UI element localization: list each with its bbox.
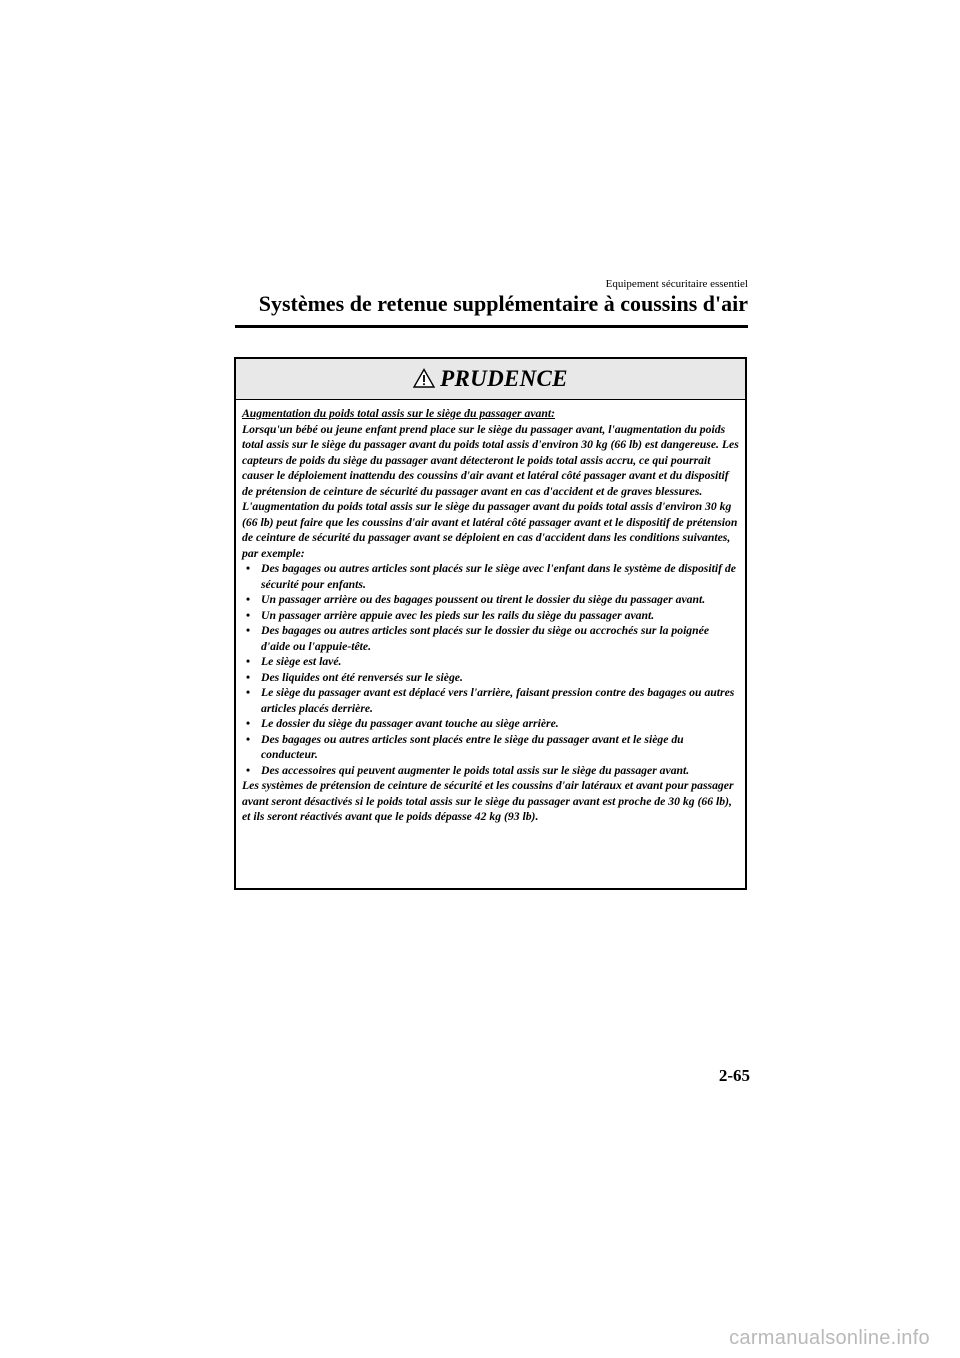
caution-header bbox=[236, 359, 745, 400]
list-item: • Des bagages ou autres articles sont placés entre le siège du passager avant et le siège du conducteur. bbox=[242, 732, 741, 763]
list-item: • Des liquides ont été renversés sur le siège. bbox=[242, 670, 741, 686]
list-item: • Le siège est lavé. bbox=[242, 654, 741, 670]
page-title: Systèmes de retenue supplémentaire à coussins d'air bbox=[258, 291, 748, 316]
list-item: • Le dossier du siège du passager avant touche au siège arrière. bbox=[242, 716, 741, 732]
header-divider bbox=[235, 325, 748, 328]
page-number: 2-65 bbox=[718, 1066, 750, 1085]
caution-subtitle: Augmentation du poids total assis sur le siège du passager avant: bbox=[242, 407, 556, 420]
list-item: • Des accessoires qui peuvent augmenter le poids total assis sur le siège du passager avant. bbox=[242, 763, 741, 779]
list-item: • Le siège du passager avant est déplacé vers l'arrière, faisant pression contre des bagages ou autres articles placés derrière. bbox=[242, 685, 741, 716]
section-header: Equipement sécuritaire essentiel bbox=[605, 278, 748, 290]
caution-intro: Lorsqu'un bébé ou jeune enfant prend place sur le siège du passager avant, l'augmentation du poids total assis sur le siège du passager avant du poids total assis d'environ 30 kg (66 lb) est dangereuse. Les capteurs de poids du siège du passager avant détecteront le poids total assis accru, ce qui pourrait causer le déploiement inattendu des coussins d'air avant et latéral côté passager avant et du dispositif de prétension de ceinture de sécurité du passager avant en cas d'accident et de graves blessures. L'augmentation du poids total assis sur le siège du passager avant du poids total assis d'environ 30 kg (66 lb) peut faire que les coussins d'air avant et latéral côté passager avant et le dispositif de prétension de ceinture de sécurité du passager avant se déploient en cas d'accident dans les conditions suivantes, par exemple: bbox=[242, 422, 739, 560]
condition-list bbox=[242, 561, 741, 778]
list-item: • Un passager arrière ou des bagages poussent ou tirent le dossier du siège du passager avant. bbox=[242, 592, 741, 608]
list-item: • Des bagages ou autres articles sont placés sur le dossier du siège ou accrochés sur la poignée d'aide ou l'appuie-tête. bbox=[242, 623, 741, 654]
watermark: carmanualsonline.info bbox=[729, 1327, 930, 1349]
list-item: • Un passager arrière appuie avec les pieds sur les rails du siège du passager avant. bbox=[242, 608, 741, 624]
warning-triangle-icon bbox=[413, 368, 435, 388]
list-item: • Des bagages ou autres articles sont placés sur le siège avec l'enfant dans le système de dispositif de sécurité pour enfants. bbox=[242, 561, 741, 592]
caution-conclusion: Les systèmes de prétension de ceinture de sécurité et les coussins d'air latéraux et avant pour passager avant seront désactivés si le poids total assis sur le siège du passager avant est proche de 30 kg (66 lb), et ils seront réactivés avant que le poids dépasse 42 kg (93 lb). bbox=[242, 779, 734, 823]
caution-title: PRUDENCE bbox=[440, 366, 568, 391]
caution-box bbox=[234, 357, 747, 890]
caution-body bbox=[236, 400, 745, 825]
